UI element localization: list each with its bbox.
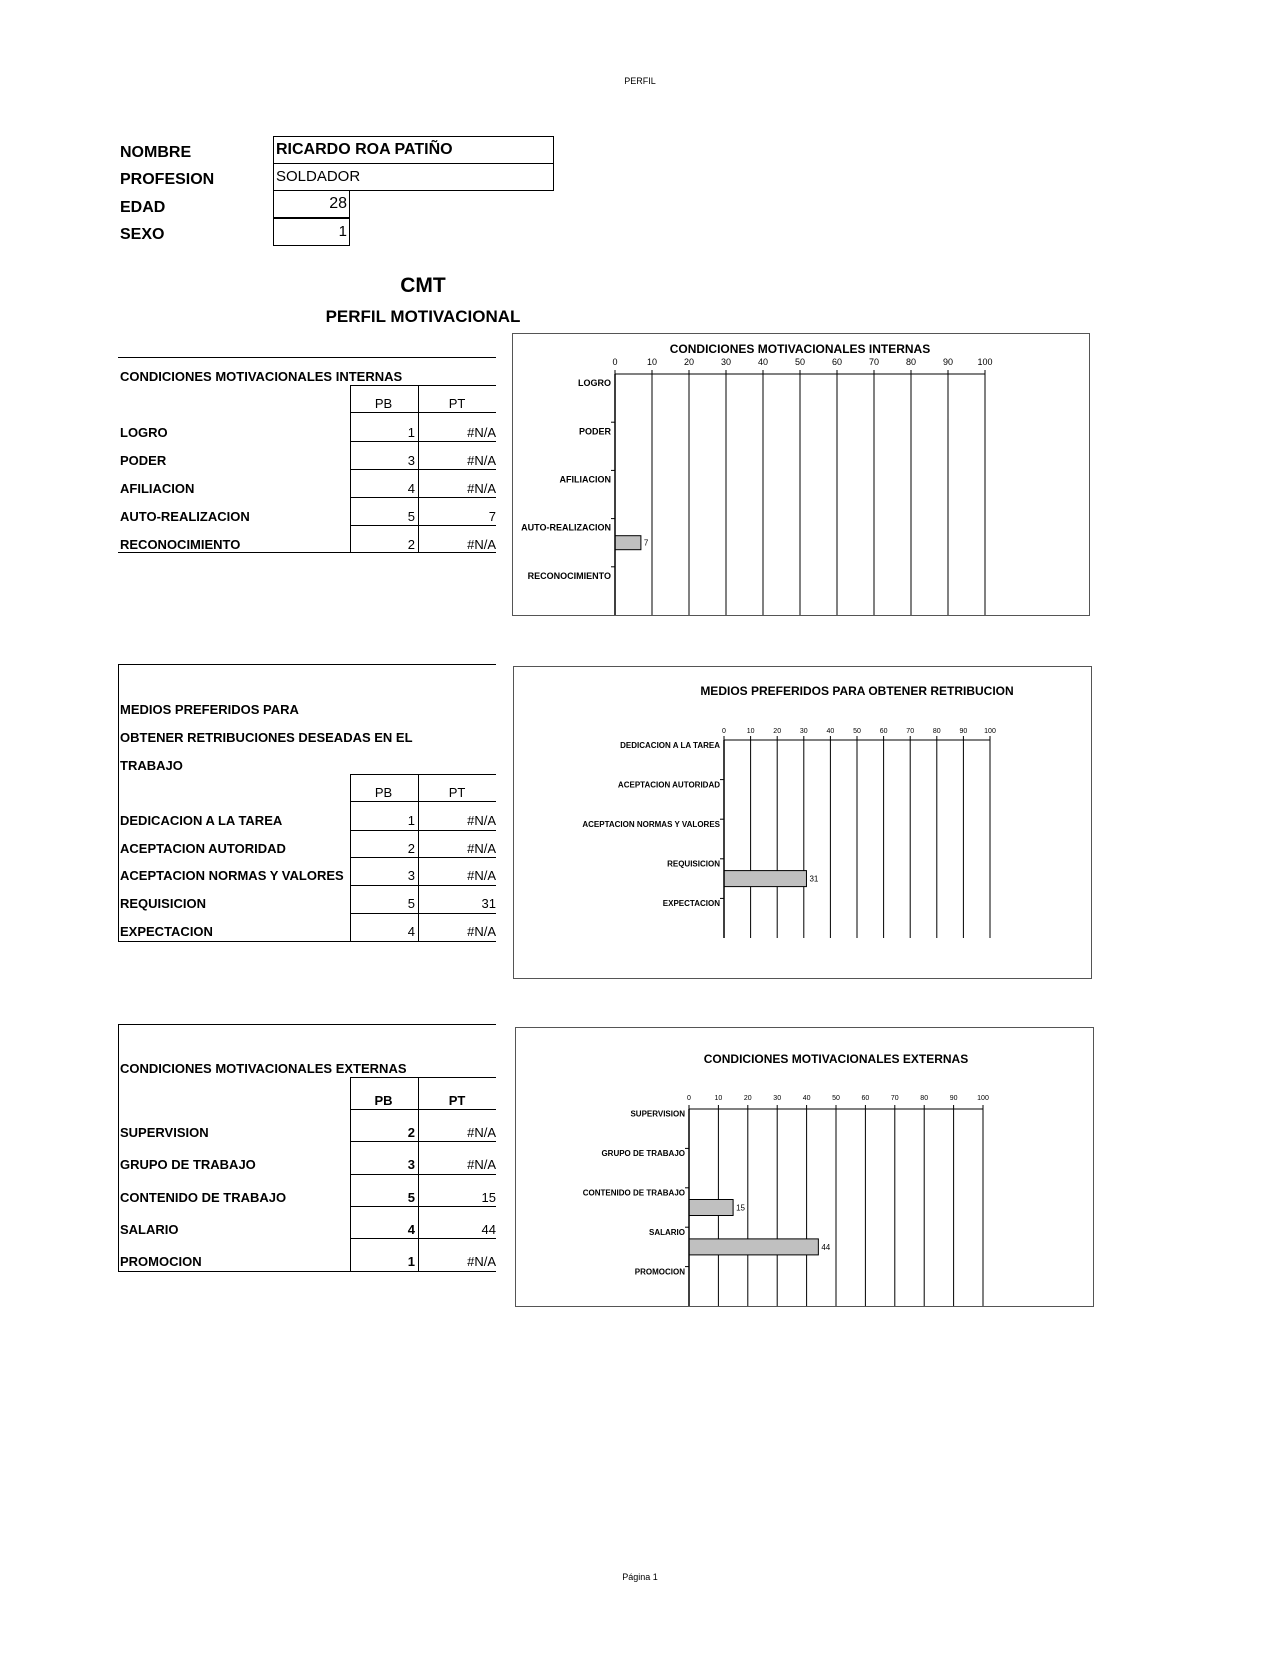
chart-title: CONDICIONES MOTIVACIONALES INTERNAS [669,342,931,356]
chart-medios-frame [513,666,1092,979]
page-footer: Página 1 [622,1572,658,1582]
chart-tick-label: 40 [802,1095,811,1102]
chart-tick-label: 80 [920,1095,929,1102]
chart-tick-label: 30 [720,357,732,367]
page-header: PERFIL [624,76,656,86]
chart-tick-label: 50 [832,1095,840,1102]
chart-tick-label: 20 [773,728,782,735]
internas-row-pb: 1 [407,425,415,440]
chart-tick-label: 80 [932,728,941,735]
chart-tick-label: 10 [714,1095,723,1102]
profession-label: PROFESION [120,171,215,188]
medios-row-pb: 1 [407,813,415,828]
chart-tick-label: 90 [959,728,968,735]
medios-row-label: ACEPTACION AUTORIDAD [120,841,286,856]
chart-category-label: ACEPTACION AUTORIDAD [617,780,720,790]
externas-row-label: SUPERVISION [120,1125,209,1140]
profession-field: SOLDADOR [273,163,554,191]
chart-internas [513,334,1089,615]
externas-col-pb: PB [374,1093,393,1108]
chart-tick-label: 60 [879,728,888,735]
chart-data-label: 44 [821,1242,831,1252]
table-rule [350,1206,496,1207]
medios-col-pt: PT [448,785,466,800]
chart-category-label: EXPECTACION [662,899,720,909]
medios-row-pt: #N/A [467,841,496,856]
medios-row-label: EXPECTACION [120,924,213,939]
chart-tick-label: 40 [757,357,769,367]
internas-row-label: RECONOCIMIENTO [120,537,241,552]
medios-title-3: TRABAJO [120,758,183,773]
sex-label: SEXO [120,226,165,243]
table-rule [350,497,496,498]
chart-internas-frame [512,333,1090,616]
externas-row-pt: #N/A [467,1125,496,1140]
chart-category-label: SUPERVISION [630,1109,685,1119]
internas-row-pt: #N/A [467,481,496,496]
table-rule [118,1271,496,1272]
internas-row-pt: #N/A [467,425,496,440]
chart-tick-label: 70 [868,357,880,367]
chart-category-label: RECONOCIMIENTO [527,570,611,581]
chart-tick-label: 10 [746,728,755,735]
externas-row-pb: 3 [407,1157,415,1172]
medios-row-pt: #N/A [467,813,496,828]
internas-col-pt: PT [448,396,466,411]
chart-medios [514,667,1091,978]
internas-row-pb: 3 [407,453,415,468]
chart-tick-label: 60 [831,357,843,367]
chart-category-label: LOGRO [578,378,611,389]
internas-row-label: PODER [120,453,167,468]
chart-title: CONDICIONES MOTIVACIONALES EXTERNAS [703,1052,969,1066]
sex-field: 1 [273,218,350,246]
internas-row-pt: 7 [488,509,496,524]
internas-row-label: AUTO-REALIZACION [120,509,250,524]
table-rule [118,664,119,942]
chart-title: MEDIOS PREFERIDOS PARA OBTENER RETRIBUCION [700,684,1014,698]
externas-title: CONDICIONES MOTIVACIONALES EXTERNAS [120,1061,407,1076]
chart-externas-frame [515,1027,1094,1307]
table-rule [350,525,496,526]
internas-row-pb: 2 [407,537,415,552]
externas-row-pb: 5 [407,1190,415,1205]
externas-row-pb: 2 [407,1125,415,1140]
chart-tick-label: 100 [977,1095,989,1102]
chart-tick-label: 80 [905,357,917,367]
externas-col-pt: PT [448,1093,466,1108]
chart-bar [689,1200,733,1216]
chart-data-label: 31 [809,874,819,884]
table-rule [350,1109,496,1110]
main-title: CMT [400,274,446,297]
table-rule [350,774,496,775]
medios-title-2: OBTENER RETRIBUCIONES DESEADAS EN EL [120,730,413,745]
name-label: NOMBRE [120,144,192,161]
chart-tick-label: 70 [906,728,915,735]
internas-row-pb: 5 [407,509,415,524]
chart-tick-label: 20 [743,1095,752,1102]
table-rule [350,1077,496,1078]
table-rule [350,1174,496,1175]
externas-row-pt: 15 [481,1190,496,1205]
chart-tick-label: 50 [794,357,806,367]
medios-col-pb: PB [374,785,393,800]
chart-category-label: AUTO-REALIZACION [521,522,611,533]
externas-row-pt: #N/A [467,1157,496,1172]
medios-row-label: DEDICACION A LA TAREA [120,813,283,828]
chart-tick-label: 30 [773,1095,782,1102]
table-rule [118,1024,496,1025]
externas-row-pt: 44 [481,1222,496,1237]
table-rule [118,357,496,358]
externas-row-label: GRUPO DE TRABAJO [120,1157,256,1172]
table-rule [350,913,496,914]
medios-row-pb: 5 [407,896,415,911]
internas-row-pb: 4 [407,481,415,496]
chart-category-label: GRUPO DE TRABAJO [601,1149,685,1159]
name-field: RICARDO ROA PATIÑO [273,136,554,164]
medios-row-pt: 31 [481,896,496,911]
internas-row-label: LOGRO [120,425,168,440]
externas-row-pb: 4 [407,1222,415,1237]
medios-row-pb: 3 [407,868,415,883]
table-rule [418,774,419,942]
chart-tick-label: 20 [683,357,695,367]
table-rule [350,1238,496,1239]
chart-category-label: PROMOCION [634,1267,685,1277]
chart-category-label: REQUISICION [667,859,720,869]
chart-tick-label: 90 [949,1095,958,1102]
internas-row-label: AFILIACION [120,481,195,496]
table-rule [350,469,496,470]
chart-tick-label: 70 [890,1095,899,1102]
table-rule [118,941,496,942]
age-field: 28 [273,190,350,218]
internas-row-pt: #N/A [467,537,496,552]
medios-row-label: REQUISICION [120,896,206,911]
table-rule [350,412,496,413]
chart-category-label: DEDICACION A LA TAREA [620,740,720,750]
chart-bar [724,871,806,887]
chart-tick-label: 100 [977,357,993,367]
chart-tick-label: 0 [687,1095,691,1102]
internas-row-pt: #N/A [467,453,496,468]
internas-title: CONDICIONES MOTIVACIONALES INTERNAS [120,369,403,384]
chart-category-label: AFILIACION [559,474,611,485]
medios-row-pb: 4 [407,924,415,939]
chart-data-label: 7 [643,538,649,548]
chart-tick-label: 100 [984,728,996,735]
externas-row-label: SALARIO [120,1222,179,1237]
chart-bar [615,536,641,550]
medios-row-pt: #N/A [467,868,496,883]
table-rule [350,385,496,386]
externas-row-pb: 1 [407,1254,415,1269]
table-rule [350,830,496,831]
table-rule [350,801,496,802]
externas-row-pt: #N/A [467,1254,496,1269]
chart-tick-label: 30 [799,728,808,735]
chart-tick-label: 0 [722,728,726,735]
medios-row-pt: #N/A [467,924,496,939]
externas-row-label: PROMOCION [120,1254,202,1269]
medios-row-label: ACEPTACION NORMAS Y VALORES [120,868,344,883]
chart-tick-label: 0 [612,357,618,367]
medios-row-pb: 2 [407,841,415,856]
chart-data-label: 15 [736,1203,746,1213]
chart-tick-label: 40 [826,728,835,735]
table-rule [118,1024,119,1272]
medios-title-1: MEDIOS PREFERIDOS PARA [120,702,299,717]
chart-category-label: PODER [578,426,611,437]
table-rule [118,664,496,665]
chart-category-label: SALARIO [649,1227,685,1237]
chart-tick-label: 60 [861,1095,870,1102]
chart-category-label: CONTENIDO DE TRABAJO [582,1188,685,1198]
table-rule [350,885,496,886]
table-rule [350,774,351,942]
chart-tick-label: 10 [646,357,658,367]
chart-bar [689,1239,818,1255]
chart-externas [516,1028,1093,1306]
table-rule [118,552,496,553]
internas-col-pb: PB [374,396,393,411]
age-label: EDAD [120,199,166,216]
sub-title: PERFIL MOTIVACIONAL [325,307,521,326]
chart-tick-label: 90 [942,357,954,367]
externas-row-label: CONTENIDO DE TRABAJO [120,1190,287,1205]
table-rule [350,857,496,858]
table-rule [350,441,496,442]
table-rule [350,1141,496,1142]
chart-category-label: ACEPTACION NORMAS Y VALORES [582,820,720,829]
chart-tick-label: 50 [853,728,861,735]
